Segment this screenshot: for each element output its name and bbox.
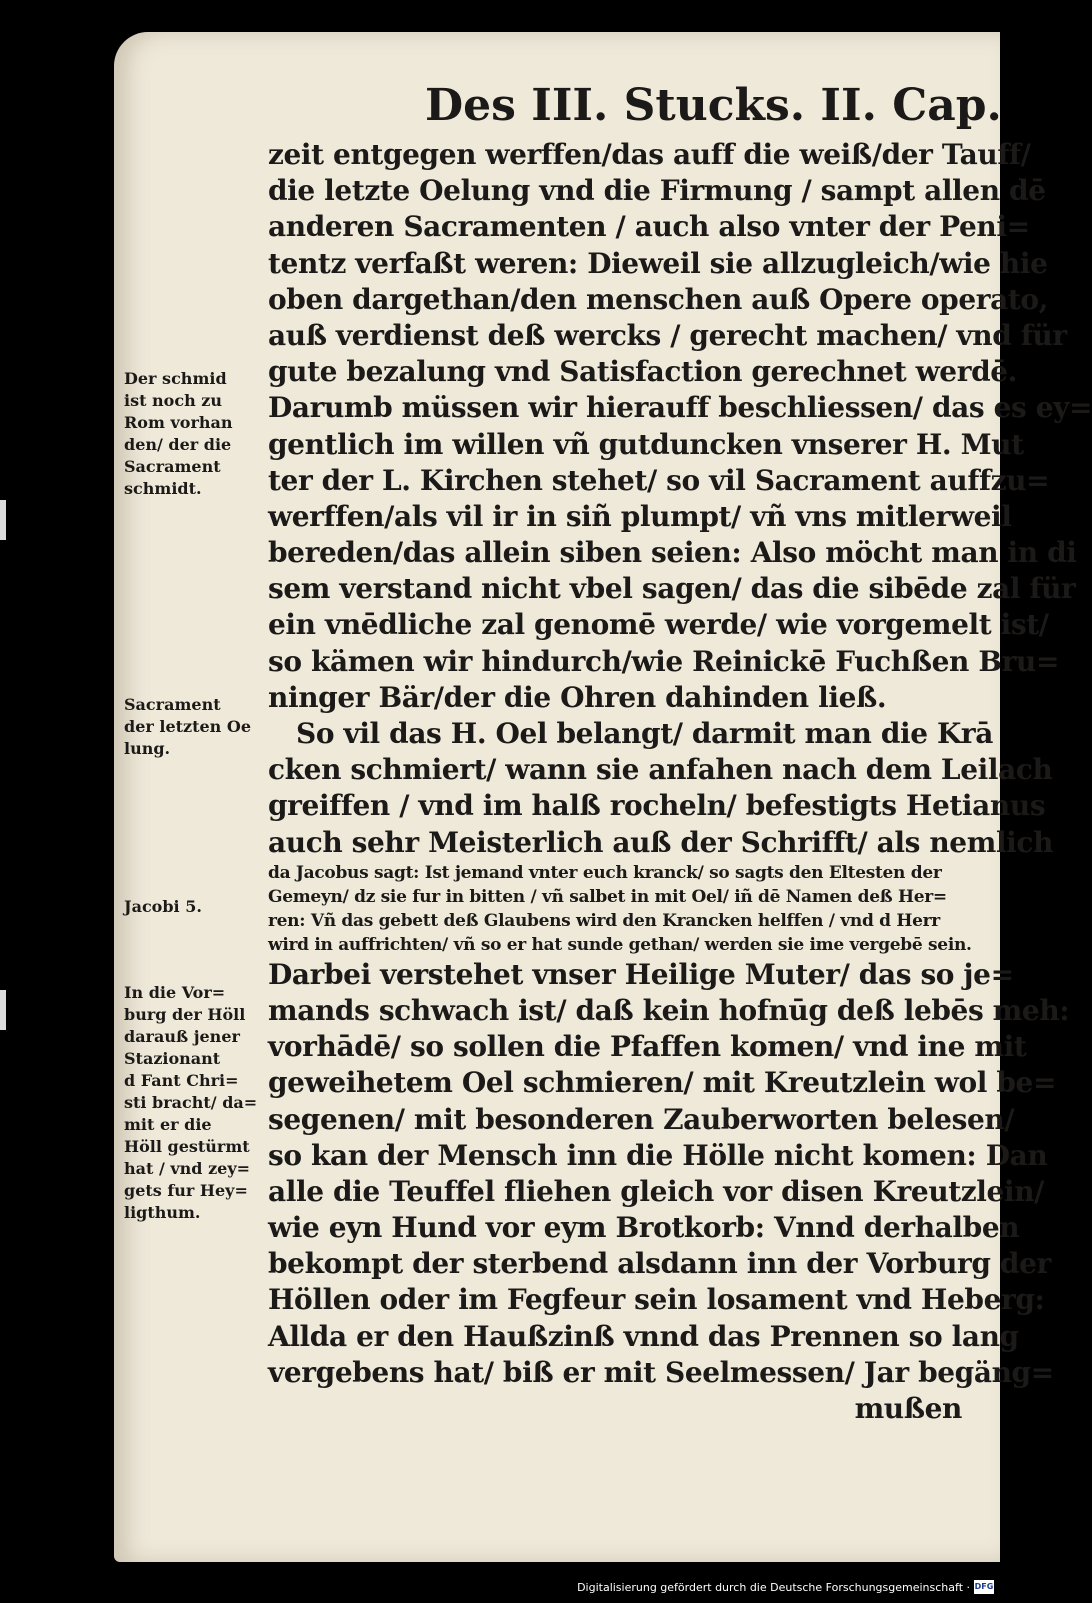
text-line: Darbei verstehet vnser Heilige Muter/ das so je=	[268, 957, 1014, 991]
text-line: gentlich im willen vñ gutduncken vnserer H. Mut	[268, 427, 1024, 461]
note-line: darauß jener	[124, 1027, 240, 1046]
catchword: mußen	[854, 1392, 962, 1425]
text-line: greiffen / vnd im halß rocheln/ befestigts Hetianus	[268, 789, 1046, 823]
note-line: Höll gestürmt	[124, 1137, 250, 1156]
text-line: vorhādē/ so sollen die Pfaffen komen/ vnd ine mit	[268, 1030, 1027, 1064]
margin-note-smith	[124, 368, 262, 500]
dfg-logo-icon: DFG	[974, 1580, 994, 1594]
note-line: gets fur Hey=	[124, 1181, 248, 1200]
running-header: Des III. Stucks. II. Cap.	[425, 80, 1002, 131]
note-line: hat / vnd zey=	[124, 1159, 251, 1178]
note-line: lung.	[124, 739, 171, 758]
scan-edge-mark	[0, 500, 6, 540]
text-line: zeit entgegen werffen/das auff die weiß/der Tauff/	[268, 138, 1031, 171]
text-line: vergebens hat/ biß er mit Seelmessen/ Jar begäng=	[268, 1355, 1054, 1389]
scan-edge-mark	[0, 990, 6, 1030]
text-line: alle die Teuffel fliehen gleich vor disen Kreutzlein/	[268, 1174, 1044, 1208]
text-line: oben dargethan/den menschen auß Opere operato,	[268, 282, 1048, 316]
note-line: Sacrament	[124, 695, 221, 714]
text-line: segenen/ mit besonderen Zauberworten belesen/	[268, 1102, 1015, 1136]
quote-line: ren: Vñ das gebett deß Glaubens wird den Krancken helffen / vnd d Herr	[268, 910, 940, 931]
note-line: Stazionant	[124, 1049, 221, 1068]
note-line: der letzten Oe	[124, 717, 251, 736]
text-line: anderen Sacramenten / auch also vnter der Peni=	[268, 210, 1030, 244]
text-line: ein vnēdliche zal genomē werde/ wie vorgemelt ist/	[268, 608, 1049, 642]
note-line: Jacobi 5.	[124, 897, 202, 916]
note-line: ist noch zu	[124, 391, 223, 410]
note-line: Rom vorhan	[124, 413, 233, 432]
text-line: cken schmiert/ wann sie anfahen nach dem Leilach	[268, 753, 1053, 787]
quote-line: Gemeyn/ dz sie fur in bitten / vñ salbet in mit Oel/ iñ dē Namen deß Her=	[268, 886, 947, 907]
quote-line: da Jacobus sagt: Ist jemand vnter euch kranck/ so sagts den Eltesten der	[268, 862, 942, 883]
text-line: die letzte Oelung vnd die Firmung / sampt allen dē	[268, 174, 1046, 208]
note-line: sti bracht/ da=	[124, 1093, 258, 1112]
note-line: den/ der die	[124, 435, 232, 454]
margin-note-purgatory	[124, 982, 262, 1224]
text-line: sem verstand nicht vbel sagen/ das die sibēde zal für	[268, 572, 1076, 606]
note-line: d Fant Chri=	[124, 1071, 239, 1090]
text-line: ninger Bär/der die Ohren dahinden ließ.	[268, 680, 887, 714]
text-line: Darumb müssen wir hierauff beschliessen/ das es ey=	[268, 391, 1092, 425]
margin-note-last-unction	[124, 694, 262, 760]
text-line: mands schwach ist/ daß kein hofnūg deß lebēs meh:	[268, 993, 1070, 1027]
text-line: gute bezalung vnd Satisfaction gerechnet werdē.	[268, 355, 1018, 389]
main-text-block	[268, 137, 1092, 1427]
text-line: auß verdienst deß wercks / gerecht machen/ vnd für	[268, 318, 1067, 352]
note-line: In die Vor=	[124, 983, 226, 1002]
quote-line: wird in auffrichten/ vñ so er hat sunde gethan/ werden sie ime vergebē sein.	[268, 934, 972, 955]
text-line: so kämen wir hindurch/wie Reinickē Fuchßen Bru=	[268, 644, 1059, 678]
text-line: So vil das H. Oel belangt/ darmit man die Krā	[296, 717, 994, 750]
funding-credit: Digitalisierung gefördert durch die Deutsche Forschungsgemeinschaft ·	[577, 1581, 970, 1594]
note-line: schmidt.	[124, 479, 202, 498]
text-line: bekompt der sterbend alsdann inn der Vorburg der	[268, 1247, 1051, 1281]
text-line: Allda er den Haußzinß vnnd das Prennen so lang	[268, 1319, 1019, 1353]
text-line: werffen/als vil ir in siñ plumpt/ vñ vns mitlerweil	[268, 499, 1012, 533]
note-line: Der schmid	[124, 369, 227, 388]
note-line: ligthum.	[124, 1203, 201, 1222]
text-line: so kan der Mensch inn die Hölle nicht komen: Dan	[268, 1138, 1048, 1172]
text-line: wie eyn Hund vor eym Brotkorb: Vnnd derhalben	[268, 1211, 1020, 1245]
note-line: Sacrament	[124, 457, 221, 476]
text-line: tentz verfaßt weren: Dieweil sie allzugleich/wie hie	[268, 246, 1048, 280]
text-line: Höllen oder im Fegfeur sein losament vnd Heberg:	[268, 1283, 1045, 1317]
margin-note-james	[124, 896, 262, 918]
footer-bar	[0, 1562, 1000, 1603]
text-line: auch sehr Meisterlich auß der Schrifft/ als nemlich	[268, 825, 1054, 859]
note-line: mit er die	[124, 1115, 212, 1134]
text-line: ter der L. Kirchen stehet/ so vil Sacrament auffzu=	[268, 463, 1050, 497]
note-line: burg der Höll	[124, 1005, 246, 1024]
text-line: bereden/das allein siben seien: Also möcht man in di	[268, 536, 1077, 570]
text-line: geweihetem Oel schmieren/ mit Kreutzlein wol be=	[268, 1066, 1057, 1100]
